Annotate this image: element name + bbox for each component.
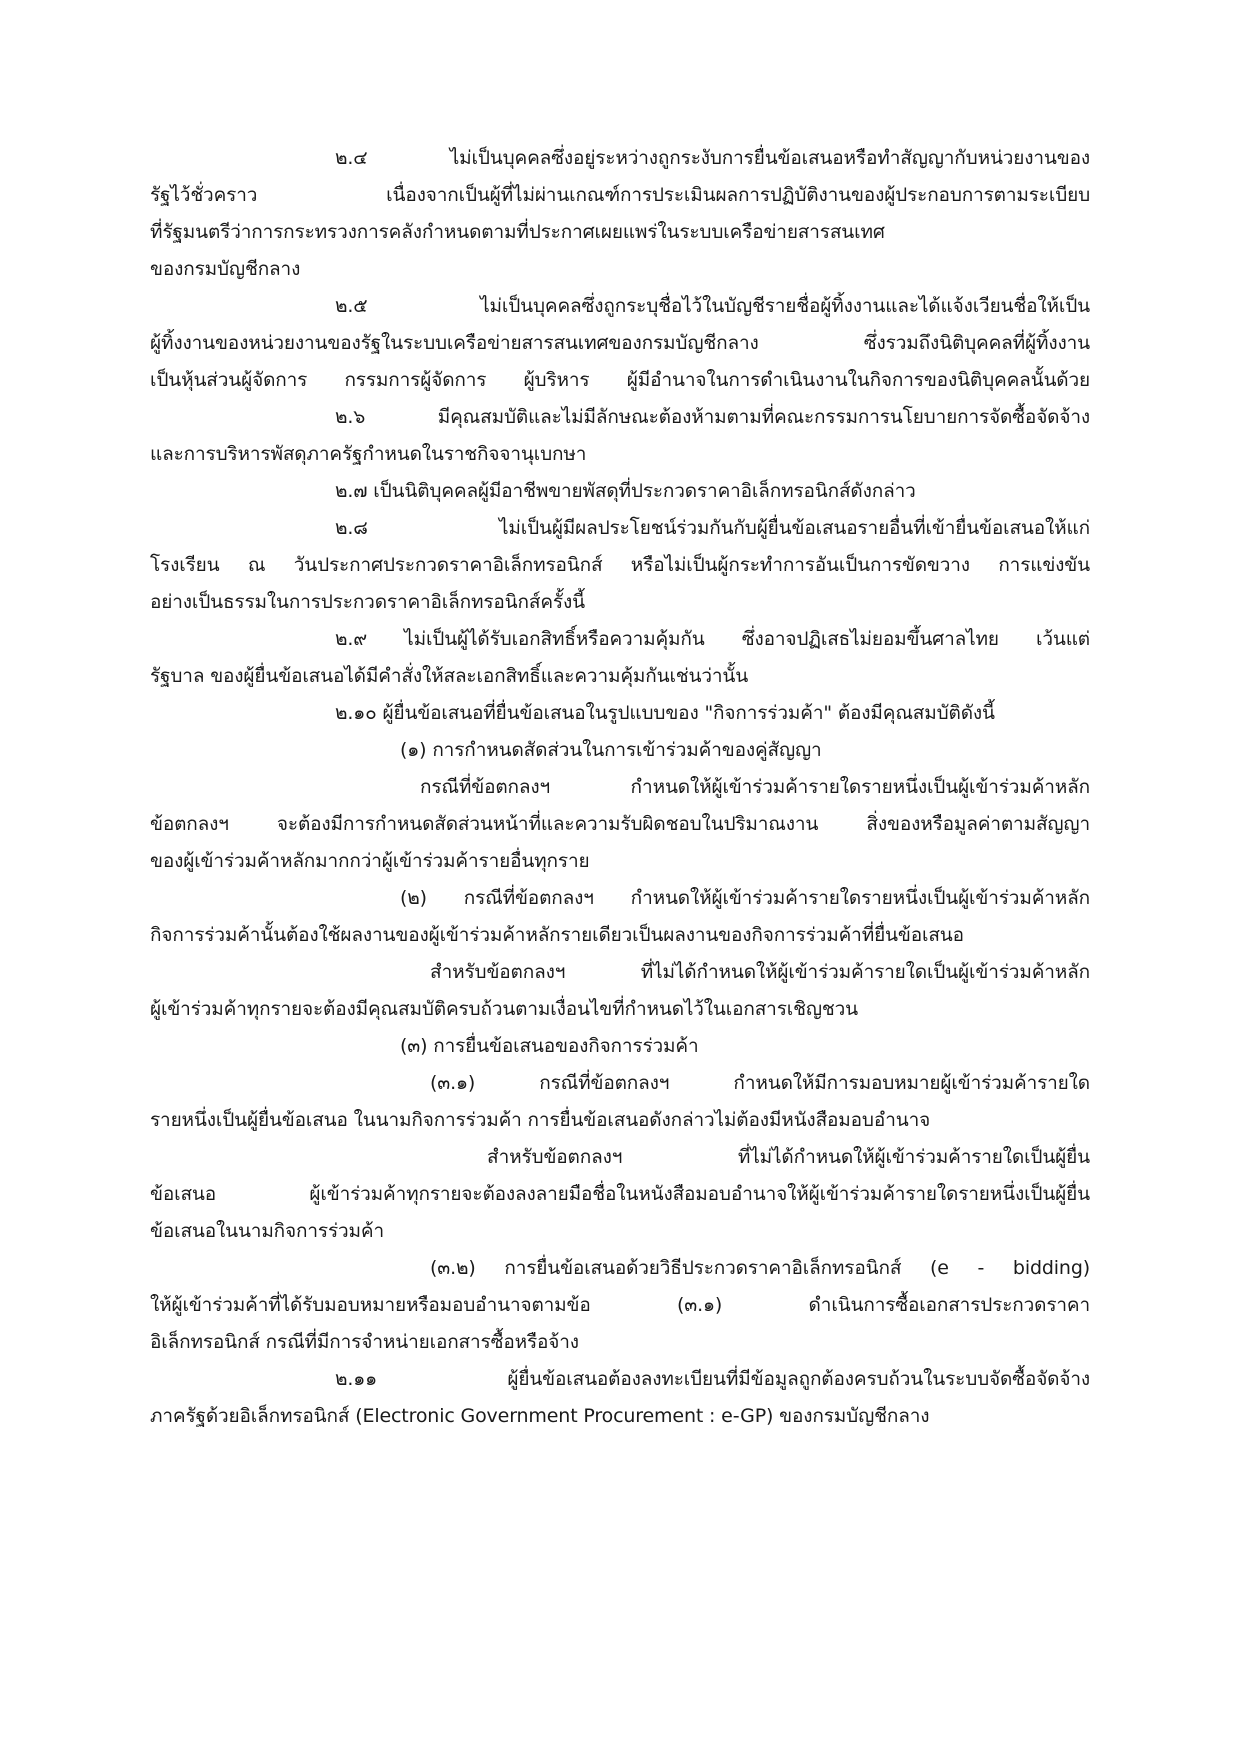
clause-2-5-line-1: ๒.๕ ไม่เป็นบุคคลซึ่งถูกระบุชื่อไว้ในบัญชีรายชื่อผู้ทิ้งงานและได้แจ้งเวียนชื่อให้เป็น: [335, 295, 1090, 317]
clause-2-10-3-1-line-4: ข้อเสนอ ผู้เข้าร่วมค้าทุกรายจะต้องลงลายมือชื่อในหนังสือมอบอำนาจให้ผู้เข้าร่วมค้ารายใดรายหนึ่งเป็นผู้ยื่น: [150, 1183, 1090, 1205]
clause-2-8-line-1: ๒.๘ ไม่เป็นผู้มีผลประโยชน์ร่วมกันกับผู้ยื่นข้อเสนอรายอื่นที่เข้ายื่นข้อเสนอให้แก่: [335, 517, 1090, 539]
clause-2-10-3-2-line-1: (๓.๒) การยื่นข้อเสนอด้วยวิธีประกวดราคาอิเล็กทรอนิกส์ (e - bidding): [430, 1257, 1090, 1279]
clause-2-10-2-line-3: สำหรับข้อตกลงฯ ที่ไม่ได้กำหนดให้ผู้เข้าร่วมค้ารายใดเป็นผู้เข้าร่วมค้าหลัก: [430, 961, 1090, 983]
clause-2-4-line-1: ๒.๔ ไม่เป็นบุคคลซึ่งอยู่ระหว่างถูกระงับการยื่นข้อเสนอหรือทำสัญญากับหน่วยงานของ: [335, 147, 1090, 169]
clause-2-5-line-3: เป็นหุ้นส่วนผู้จัดการ กรรมการผู้จัดการ ผู้บริหาร ผู้มีอำนาจในการดำเนินงานในกิจการของนิติบุคคลนั้นด้วย: [150, 369, 1090, 391]
clause-2-10-3-1-line-2: รายหนึ่งเป็นผู้ยื่นข้อเสนอ ในนามกิจการร่วมค้า การยื่นข้อเสนอดังกล่าวไม่ต้องมีหนังสือมอบอำนาจ: [150, 1109, 931, 1131]
clause-2-10-3-1-line-5: ข้อเสนอในนามกิจการร่วมค้า: [150, 1220, 384, 1242]
clause-2-5-line-2: ผู้ทิ้งงานของหน่วยงานของรัฐในระบบเครือข่ายสารสนเทศของกรมบัญชีกลาง ซึ่งรวมถึงนิติบุคคลที่ผู้ทิ้งงาน: [150, 332, 1090, 354]
clause-2-11-line-2: ภาครัฐด้วยอิเล็กทรอนิกส์ (Electronic Government Procurement : e-GP) ของกรมบัญชีกลาง: [150, 1405, 930, 1427]
clause-2-9-line-1: ๒.๙ ไม่เป็นผู้ได้รับเอกสิทธิ์หรือความคุ้มกัน ซึ่งอาจปฏิเสธไม่ยอมขึ้นศาลไทย เว้นแต่: [335, 628, 1090, 650]
clause-2-10-3-1-line-1: (๓.๑) กรณีที่ข้อตกลงฯ กำหนดให้มีการมอบหมายผู้เข้าร่วมค้ารายใด: [430, 1072, 1090, 1094]
clause-2-4-line-2: รัฐไว้ชั่วคราว เนื่องจากเป็นผู้ที่ไม่ผ่านเกณฑ์การประเมินผลการปฏิบัติงานของผู้ประกอบการตามระเบียบ: [150, 184, 1090, 206]
clause-2-8-line-2: โรงเรียน ณ วันประกาศประกวดราคาอิเล็กทรอนิกส์ หรือไม่เป็นผู้กระทำการอันเป็นการขัดขวาง การแข่งขัน: [150, 554, 1090, 576]
clause-2-10-line-1: ๒.๑๐ ผู้ยื่นข้อเสนอที่ยื่นข้อเสนอในรูปแบบของ "กิจการร่วมค้า" ต้องมีคุณสมบัติดังนี้: [335, 702, 995, 724]
clause-2-10-2-line-2: กิจการร่วมค้านั้นต้องใช้ผลงานของผู้เข้าร่วมค้าหลักรายเดียวเป็นผลงานของกิจการร่วมค้าที่ยื่นข้อเสนอ: [150, 924, 964, 946]
clause-2-10-2-line-1: (๒) กรณีที่ข้อตกลงฯ กำหนดให้ผู้เข้าร่วมค้ารายใดรายหนึ่งเป็นผู้เข้าร่วมค้าหลัก: [400, 887, 1090, 909]
clause-2-10-2-line-4: ผู้เข้าร่วมค้าทุกรายจะต้องมีคุณสมบัติครบถ้วนตามเงื่อนไขที่กำหนดไว้ในเอกสารเชิญชวน: [150, 998, 858, 1020]
clause-2-10-1-line-3: ของผู้เข้าร่วมค้าหลักมากกว่าผู้เข้าร่วมค้ารายอื่นทุกราย: [150, 850, 590, 872]
clause-2-10-1-heading: (๑) การกำหนดสัดส่วนในการเข้าร่วมค้าของคู่สัญญา: [400, 739, 822, 761]
clause-2-10-3-heading: (๓) การยื่นข้อเสนอของกิจการร่วมค้า: [400, 1035, 699, 1057]
clause-2-7-line-1: ๒.๗ เป็นนิติบุคคลผู้มีอาชีพขายพัสดุที่ประกวดราคาอิเล็กทรอนิกส์ดังกล่าว: [335, 480, 916, 502]
clause-2-10-3-1-line-3: สำหรับข้อตกลงฯ ที่ไม่ได้กำหนดให้ผู้เข้าร่วมค้ารายใดเป็นผู้ยื่น: [487, 1146, 1090, 1168]
clause-2-9-line-2: รัฐบาล ของผู้ยื่นข้อเสนอได้มีคำสั่งให้สละเอกสิทธิ์และความคุ้มกันเช่นว่านั้น: [150, 665, 749, 687]
clause-2-8-line-3: อย่างเป็นธรรมในการประกวดราคาอิเล็กทรอนิกส์ครั้งนี้: [150, 591, 585, 613]
clause-2-10-3-2-line-2: ให้ผู้เข้าร่วมค้าที่ได้รับมอบหมายหรือมอบอำนาจตามข้อ (๓.๑) ดำเนินการซื้อเอกสารประกวดราคา: [150, 1294, 1090, 1316]
clause-2-4-line-3: ที่รัฐมนตรีว่าการกระทรวงการคลังกำหนดตามที่ประกาศเผยแพร่ในระบบเครือข่ายสารสนเทศ: [150, 221, 885, 243]
clause-2-4-line-4: ของกรมบัญชีกลาง: [150, 258, 301, 280]
clause-2-10-3-2-line-3: อิเล็กทรอนิกส์ กรณีที่มีการจำหน่ายเอกสารซื้อหรือจ้าง: [150, 1331, 579, 1353]
clause-2-6-line-2: และการบริหารพัสดุภาครัฐกำหนดในราชกิจจานุเบกษา: [150, 443, 587, 465]
clause-2-10-1-line-1: กรณีที่ข้อตกลงฯ กำหนดให้ผู้เข้าร่วมค้ารายใดรายหนึ่งเป็นผู้เข้าร่วมค้าหลัก: [420, 776, 1090, 798]
clause-2-10-1-line-2: ข้อตกลงฯ จะต้องมีการกำหนดสัดส่วนหน้าที่และความรับผิดชอบในปริมาณงาน สิ่งของหรือมูลค่าตามสัญญา: [150, 813, 1090, 835]
clause-2-6-line-1: ๒.๖ มีคุณสมบัติและไม่มีลักษณะต้องห้ามตามที่คณะกรรมการนโยบายการจัดซื้อจัดจ้าง: [335, 406, 1090, 428]
clause-2-11-line-1: ๒.๑๑ ผู้ยื่นข้อเสนอต้องลงทะเบียนที่มีข้อมูลถูกต้องครบถ้วนในระบบจัดซื้อจัดจ้าง: [335, 1368, 1090, 1390]
